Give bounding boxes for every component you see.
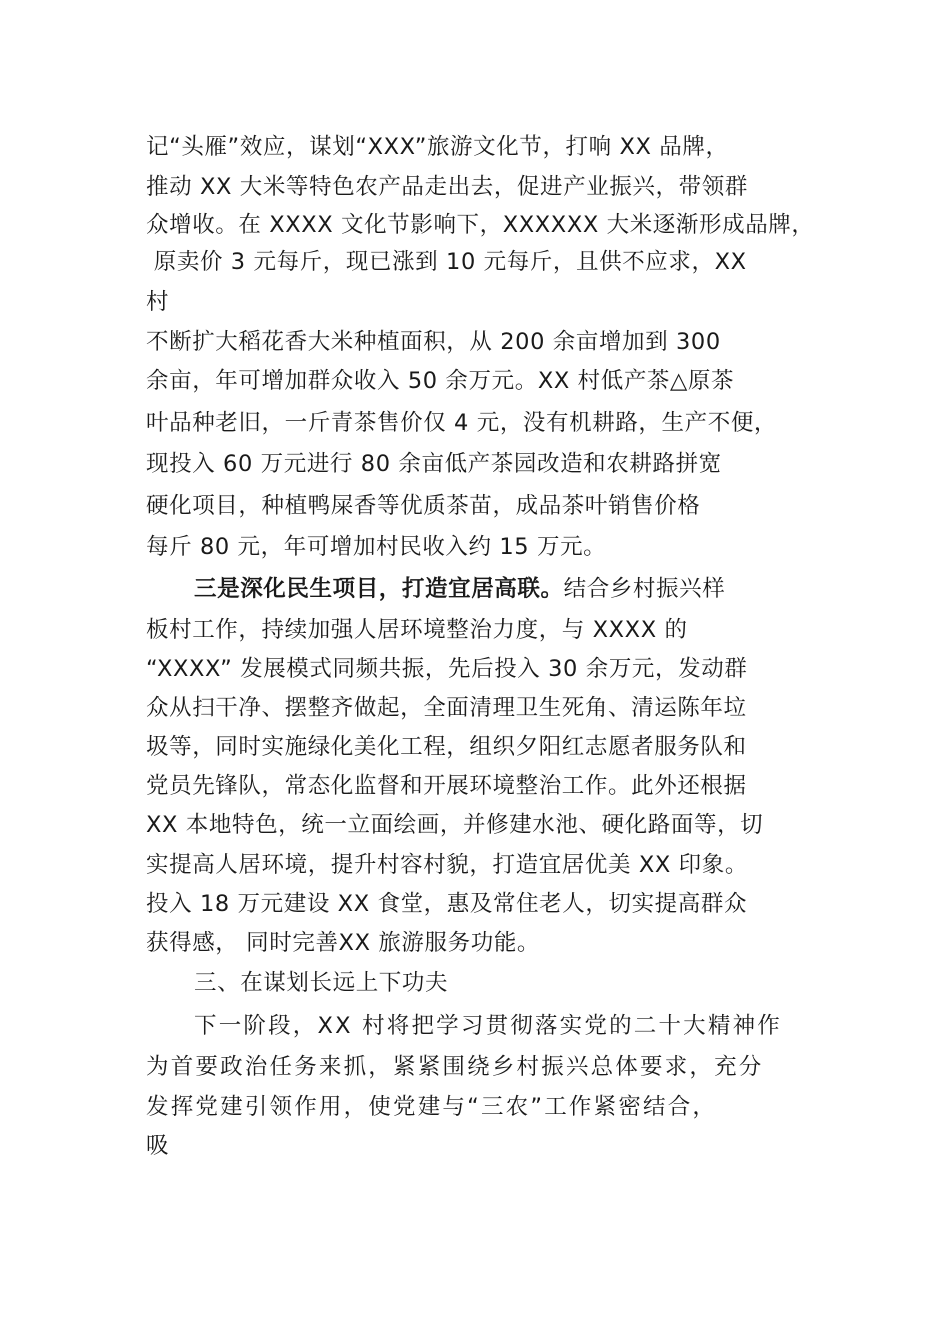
section-heading: 三、在谋划长远上下功夫 xyxy=(194,970,449,996)
paragraph-line: 为首要政治任务来抓，紧紧围绕乡村振兴总体要求，充分 xyxy=(146,1054,764,1080)
paragraph-line: 实提高人居环境，提升村容村貌，打造宜居优美 XX 印象。 xyxy=(146,852,748,878)
paragraph-line: 获得感， 同时完善XX 旅游服务功能。 xyxy=(146,930,541,956)
paragraph-line: 众增收。在 XXXX 文化节影响下，XXXXXX 大米逐渐形成品牌， xyxy=(146,212,815,238)
section3-bold-heading: 三是深化民生项目，打造宜居高联。 xyxy=(194,576,564,602)
paragraph-line: “XXXX” 发展模式同频共振，先后投入 30 余万元，发动群 xyxy=(146,656,748,682)
paragraph-line: XX 本地特色，统一立面绘画，并修建水池、硬化路面等，切 xyxy=(146,812,764,838)
paragraph-line: 记“头雁”效应，谋划“XXX”旅游文化节，打响 XX 品牌， xyxy=(146,134,729,160)
paragraph-line: 现投入 60 万元进行 80 余亩低产茶园改造和农耕路拼宽 xyxy=(146,451,722,477)
paragraph-line: 余亩，年可增加群众收入 50 余万元。XX 村低产茶△原茶 xyxy=(146,368,735,394)
paragraph-line: 推动 XX 大米等特色农产品走出去，促进产业振兴，带领群 xyxy=(146,174,748,200)
paragraph-line: 众从扫干净、摆整齐做起，全面清理卫生死角、清运陈年垃 xyxy=(146,695,747,721)
paragraph-line: 圾等，同时实施绿化美化工程，组织夕阳红志愿者服务队和 xyxy=(146,734,747,760)
paragraph-line: 板村工作，持续加强人居环境整治力度，与 XXXX 的 xyxy=(146,617,688,643)
paragraph-line: 投入 18 万元建设 XX 食堂，惠及常住老人，切实提高群众 xyxy=(146,891,748,917)
paragraph-line: 村 xyxy=(146,289,170,315)
paragraph-line: 不断扩大稻花香大米种植面积，从 200 余亩增加到 300 xyxy=(146,329,721,355)
paragraph-line: 原卖价 3 元每斤，现已涨到 10 元每斤，且供不应求，XX xyxy=(146,249,747,275)
paragraph-line: 发挥党建引领作用，使党建与“三农”工作紧密结合， xyxy=(146,1094,718,1120)
paragraph-line: 下一阶段，XX 村将把学习贯彻落实党的二十大精神作 xyxy=(194,1013,782,1039)
paragraph-line: 吸 xyxy=(146,1133,171,1159)
paragraph-line: 硬化项目，种植鸭屎香等优质茶苗，成品茶叶销售价格 xyxy=(146,493,701,519)
paragraph-line: 叶品种老旧，一斤青茶售价仅 4 元，没有机耕路，生产不便， xyxy=(146,410,778,436)
paragraph-line: 党员先锋队，常态化监督和开展环境整治工作。此外还根据 xyxy=(146,773,747,799)
section3-first-line-rest: 结合乡村振兴样 xyxy=(563,576,726,602)
section3-first-line xyxy=(194,569,725,609)
paragraph-line: 每斤 80 元，年可增加村民收入约 15 万元。 xyxy=(146,534,607,560)
